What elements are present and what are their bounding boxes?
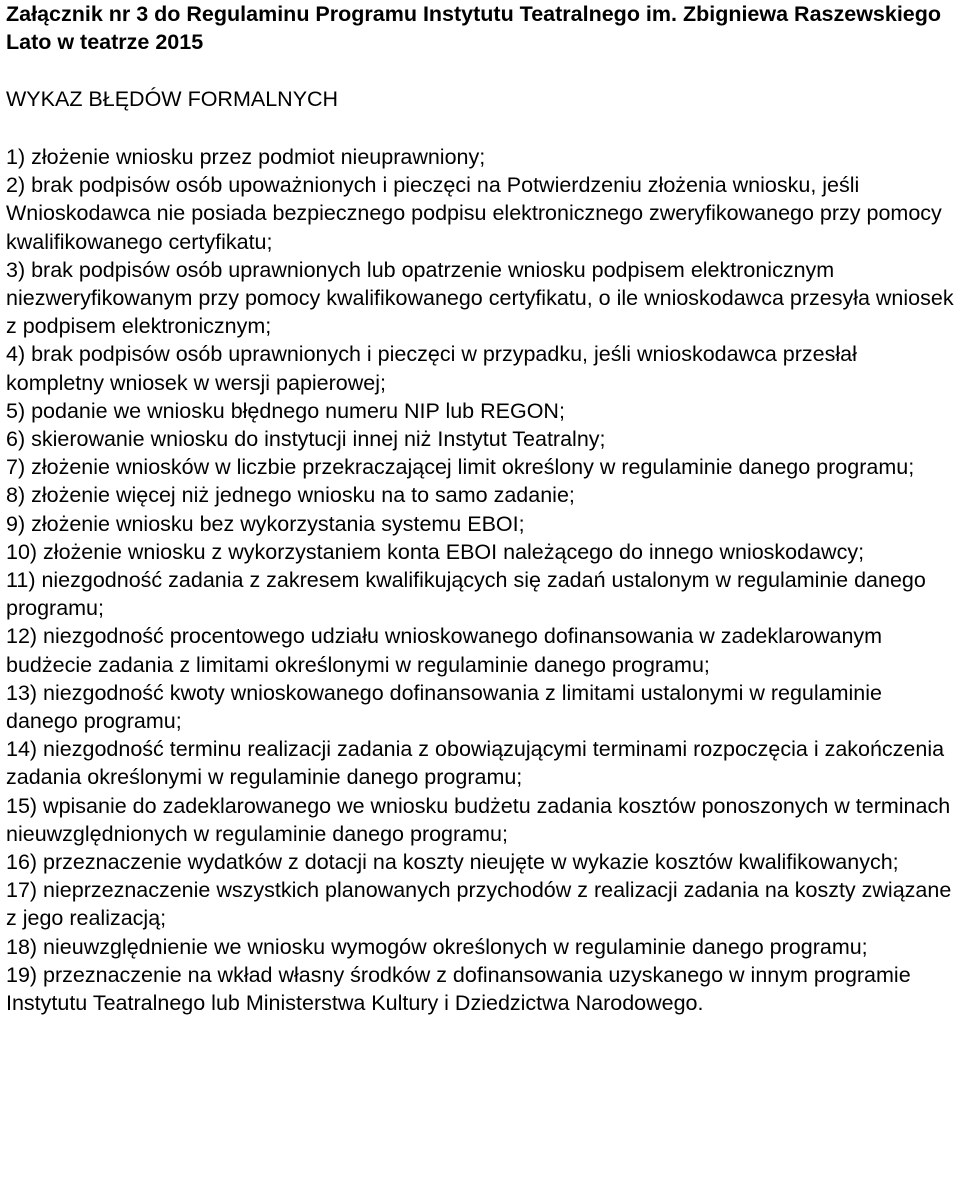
- list-item: 13) niezgodność kwoty wnioskowanego dofinansowania z limitami ustalonymi w regulaminie danego programu;: [6, 680, 882, 734]
- list-item: 5) podanie we wniosku błędnego numeru NIP lub REGON;: [6, 398, 565, 423]
- error-list: [6, 143, 958, 1017]
- list-item: 12) niezgodność procentowego udziału wnioskowanego dofinansowania w zadeklarowanym budżecie zadania z limitami określonymi w regulaminie danego programu;: [6, 624, 883, 677]
- list-item: 9) złożenie wniosku bez wykorzystania systemu EBOI;: [6, 511, 525, 536]
- list-item: 3) brak podpisów osób uprawnionych lub opatrzenie wniosku podpisem elektronicznym niezweryfikowanym przy pomocy kwalifikowanego certyfikatu, o ile wnioskodawca przesyła wniosek z podpisem elektronicznym;: [6, 257, 954, 339]
- list-item: 1) złożenie wniosku przez podmiot nieuprawniony;: [6, 145, 486, 169]
- document-page: [6, 0, 958, 1017]
- list-item: 10) złożenie wniosku z wykorzystaniem konta EBOI należącego do innego wnioskodawcy;: [6, 539, 865, 564]
- list-item: 17) nieprzeznaczenie wszystkich planowanych przychodów z realizacji zadania na koszty związane z jego realizacją;: [6, 878, 952, 931]
- list-item: 2) brak podpisów osób upoważnionych i pieczęci na Potwierdzeniu złożenia wniosku, jeśli Wnioskodawca nie posiada bezpiecznego podpisu elektronicznego zweryfikowanego przy pomocy kwalifikowanego certyfikatu;: [6, 173, 942, 254]
- list-item: 6) skierowanie wniosku do instytucji innej niż Instytut Teatralny;: [6, 427, 606, 452]
- list-item: 16) przeznaczenie wydatków z dotacji na koszty nieujęte w wykazie kosztów kwalifikowanych;: [6, 850, 899, 875]
- list-item: 4) brak podpisów osób uprawnionych i pieczęci w przypadku, jeśli wnioskodawca przesłał kompletny wniosek w wersji papierowej;: [6, 342, 857, 395]
- list-item: 18) nieuwzględnienie we wniosku wymogów określonych w regulaminie danego programu;: [6, 934, 868, 959]
- list-item: 15) wpisanie do zadeklarowanego we wniosku budżetu zadania kosztów ponoszonych w terminach nieuwzględnionych w regulaminie danego programu;: [6, 793, 951, 846]
- list-item: 19) przeznaczenie na wkład własny środków z dofinansowania uzyskanego w innym programie Instytutu Teatralnego lub Ministerstwa Kultury i Dziedzictwa Narodowego.: [6, 962, 911, 1016]
- list-item: 11) niezgodność zadania z zakresem kwalifikujących się zadań ustalonym w regulaminie danego programu;: [6, 568, 926, 621]
- list-item: 8) złożenie więcej niż jednego wniosku na to samo zadanie;: [6, 483, 575, 508]
- list-item: 7) złożenie wniosków w liczbie przekraczającej limit określony w regulaminie danego programu;: [6, 455, 915, 480]
- section-heading: WYKAZ BŁĘDÓW FORMALNYCH: [6, 87, 339, 111]
- list-item: 14) niezgodność terminu realizacji zadania z obowiązującymi terminami rozpoczęcia i zakończenia zadania określonymi w regulaminie danego programu;: [6, 737, 945, 790]
- document-title: Załącznik nr 3 do Regulaminu Programu Instytutu Teatralnego im. Zbigniewa Raszewskiego Lato w teatrze 2015: [6, 2, 942, 54]
